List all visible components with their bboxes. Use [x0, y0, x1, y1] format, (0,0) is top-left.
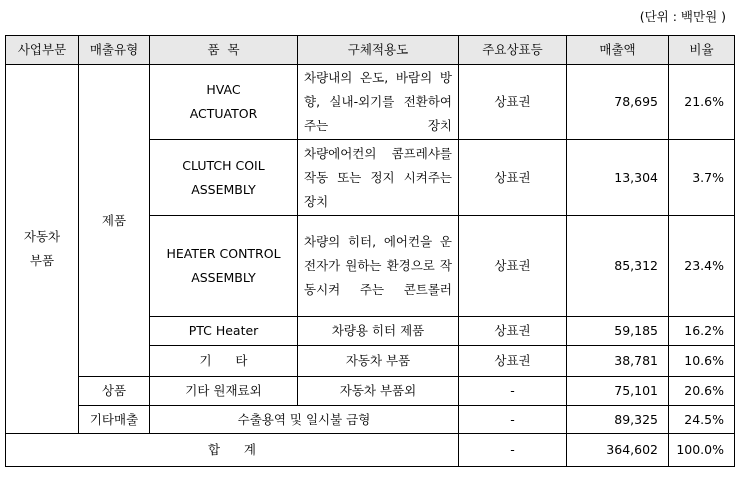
header-division: 사업부문	[6, 36, 79, 65]
sales-cell: 59,185	[567, 317, 669, 346]
brand-cell: 상표권	[459, 65, 567, 140]
sales-type-other: 기타매출	[79, 406, 150, 434]
total-ratio: 100.0%	[669, 434, 735, 467]
sales-cell: 75,101	[567, 377, 669, 406]
total-sales: 364,602	[567, 434, 669, 467]
item-cell: PTC Heater	[150, 317, 298, 346]
ratio-cell: 20.6%	[669, 377, 735, 406]
use-cell: 차량에어컨의 콤프레샤를 작동 또는 정지 시켜주는 장치	[298, 140, 459, 216]
header-sales-type: 매출유형	[79, 36, 150, 65]
ratio-cell: 23.4%	[669, 216, 735, 317]
brand-cell: 상표권	[459, 346, 567, 377]
ratio-cell: 21.6%	[669, 65, 735, 140]
unit-label: (단위 : 백만원 )	[639, 9, 726, 24]
total-label: 합 계	[6, 434, 459, 467]
division-cell: 자동차 부품	[6, 65, 79, 434]
header-item: 품 목	[150, 36, 298, 65]
use-cell: 차량의 히터, 에어컨을 운전자가 원하는 환경으로 작동시켜 주는 콘트롤러	[298, 216, 459, 317]
sales-table	[5, 35, 735, 467]
sales-type-product: 제품	[79, 65, 150, 377]
sales-cell: 89,325	[567, 406, 669, 434]
sales-cell: 38,781	[567, 346, 669, 377]
brand-cell: 상표권	[459, 140, 567, 216]
header-brand: 주요상표등	[459, 36, 567, 65]
brand-cell: -	[459, 377, 567, 406]
brand-cell: -	[459, 406, 567, 434]
brand-cell: 상표권	[459, 216, 567, 317]
sales-cell: 78,695	[567, 65, 669, 140]
total-brand: -	[459, 434, 567, 467]
item-cell: 기타 원재료외	[150, 377, 298, 406]
ratio-cell: 10.6%	[669, 346, 735, 377]
total-row	[6, 434, 735, 467]
use-cell: 자동차 부품	[298, 346, 459, 377]
table-row	[6, 406, 735, 434]
table-row	[6, 65, 735, 140]
table-row	[6, 377, 735, 406]
ratio-cell: 3.7%	[669, 140, 735, 216]
header-ratio: 비율	[669, 36, 735, 65]
ratio-cell: 24.5%	[669, 406, 735, 434]
sales-type-goods: 상품	[79, 377, 150, 406]
item-cell: CLUTCH COIL ASSEMBLY	[150, 140, 298, 216]
header-sales: 매출액	[567, 36, 669, 65]
brand-cell: 상표권	[459, 317, 567, 346]
use-cell: 차량내의 온도, 바람의 방향, 실내-외기를 전환하여 주는 장치	[298, 65, 459, 140]
header-use: 구체적용도	[298, 36, 459, 65]
table-header-row	[6, 36, 735, 65]
item-cell: 기 타	[150, 346, 298, 377]
item-cell: 수출용역 및 일시불 금형	[150, 406, 459, 434]
use-cell: 차량용 히터 제품	[298, 317, 459, 346]
use-cell: 자동차 부품외	[298, 377, 459, 406]
item-cell: HVAC ACTUATOR	[150, 65, 298, 140]
item-cell: HEATER CONTROL ASSEMBLY	[150, 216, 298, 317]
sales-cell: 85,312	[567, 216, 669, 317]
sales-cell: 13,304	[567, 140, 669, 216]
ratio-cell: 16.2%	[669, 317, 735, 346]
